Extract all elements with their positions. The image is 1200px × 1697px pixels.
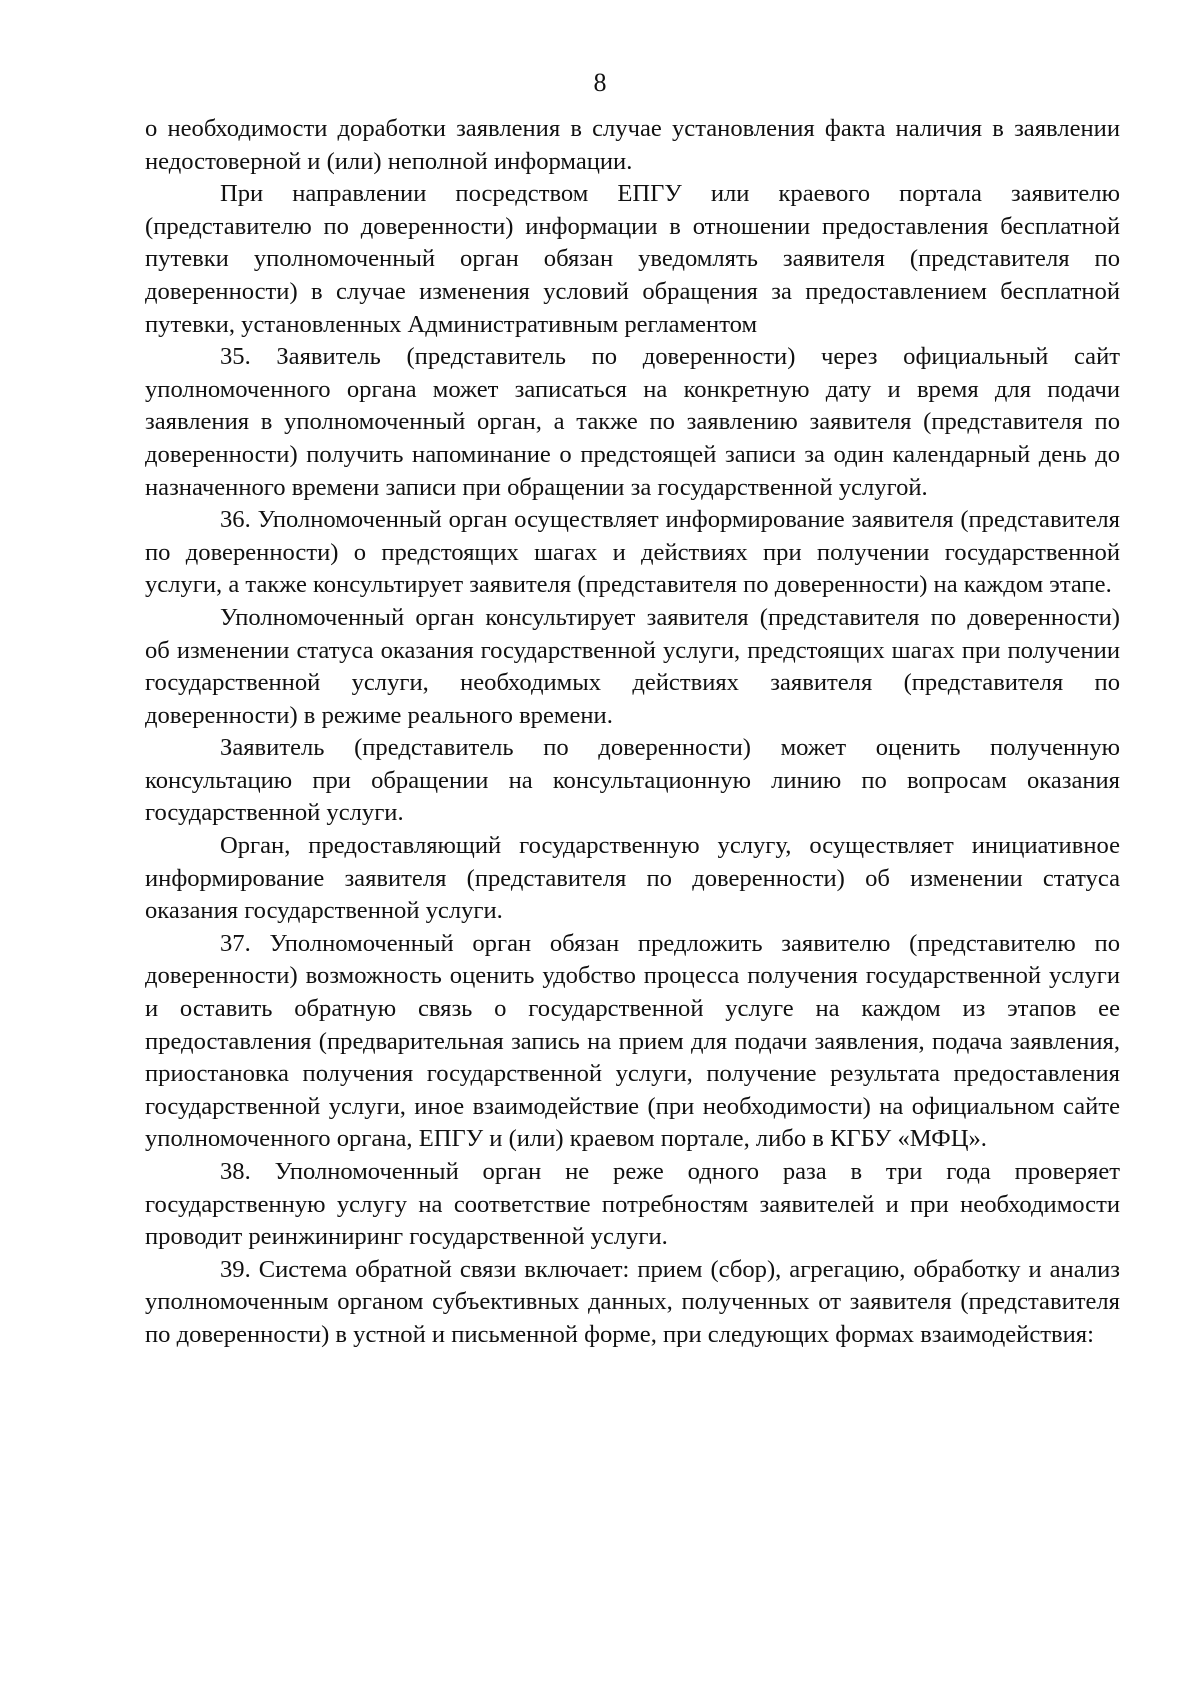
paragraph-continuation: о необходимости доработки заявления в случае установления факта наличия в заявлении недостоверной и (или) неполной информации.	[145, 115, 1120, 175]
paragraph-38: 38. Уполномоченный орган не реже одного раза в три года проверяет государственную услугу на соответствие потребностям заявителей и при необходимости проводит реинжиниринг государственной услуги.	[145, 1158, 1120, 1251]
document-body	[145, 113, 1120, 1352]
paragraph-36-evaluation: Заявитель (представитель по доверенности) может оценить полученную консультацию при обращении на консультационную линию по вопросам оказания государственной услуги.	[145, 734, 1120, 827]
paragraph-36-consulting: Уполномоченный орган консультирует заявителя (представителя по доверенности) об изменении статуса оказания государственной услуги, предстоящих шагах при получении государственной услуги, необходимых действиях заявителя (представителя по доверенности) в режиме реального времени.	[145, 603, 1120, 729]
paragraph-notification: При направлении посредством ЕПГУ или краевого портала заявителю (представителю по доверенности) информации в отношении предоставления бесплатной путевки уполномоченный орган обязан уведомлять заявителя (представителя по доверенности) в случае изменения условий обращения за предоставлением бесплатной путевки, установленных Административным регламентом	[145, 180, 1120, 338]
paragraph-36-initiative: Орган, предоставляющий государственную услугу, осуществляет инициативное информирование заявителя (представителя по доверенности) об изменении статуса оказания государственной услуги.	[145, 832, 1120, 925]
paragraph-39: 39. Система обратной связи включает: прием (сбор), агрегацию, обработку и анализ уполномоченным органом субъективных данных, полученных от заявителя (представителя по доверенности) в устной и письменной форме, при следующих формах взаимодействия:	[145, 1255, 1120, 1348]
paragraph-35: 35. Заявитель (представитель по доверенности) через официальный сайт уполномоченного органа может записаться на конкретную дату и время для подачи заявления в уполномоченный орган, а также по заявлению заявителя (представителя по доверенности) получить напоминание о предстоящей записи за один календарный день до назначенного времени записи при обращении за государственной услугой.	[145, 343, 1120, 501]
page-number: 8	[593, 68, 607, 97]
paragraph-36: 36. Уполномоченный орган осуществляет информирование заявителя (представителя по доверенности) о предстоящих шагах и действиях при получении государственной услуги, а также консультирует заявителя (представителя по доверенности) на каждом этапе.	[145, 506, 1120, 599]
paragraph-37: 37. Уполномоченный орган обязан предложить заявителю (представителю по доверенности) возможность оценить удобство процесса получения государственной услуги и оставить обратную связь о государственной услуге на каждом из этапов ее предоставления (предварительная запись на прием для подачи заявления, подача заявления, приостановка получения государственной услуги, получение результата предоставления государственной услуги, иное взаимодействие (при необходимости) на официальном сайте уполномоченного органа, ЕПГУ и (или) краевом портале, либо в КГБУ «МФЦ».	[145, 929, 1120, 1153]
